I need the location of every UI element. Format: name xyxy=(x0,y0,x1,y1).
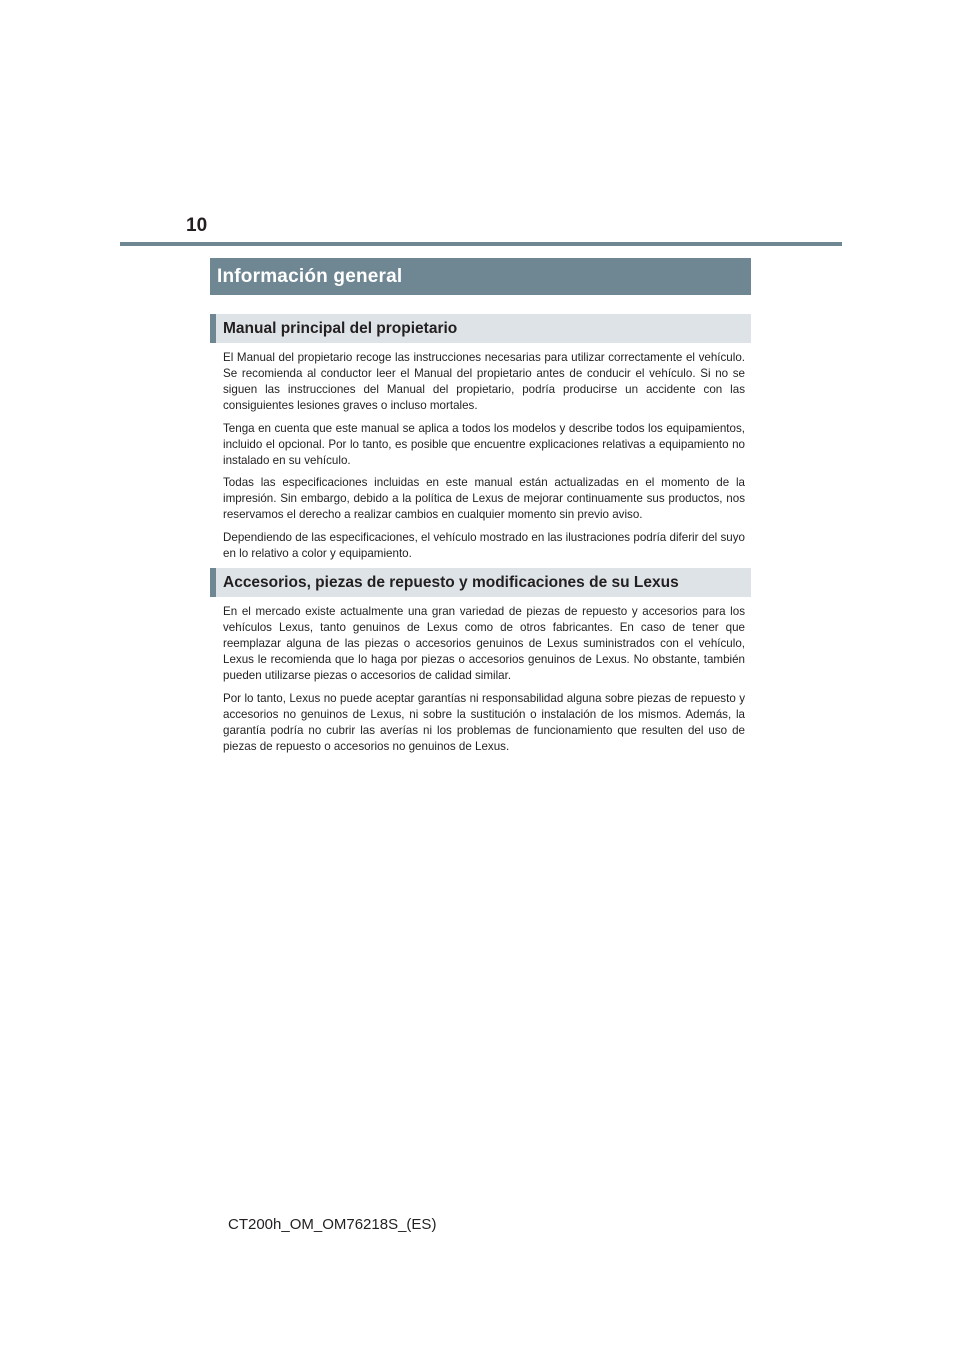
subsection-body-accessories xyxy=(223,604,745,761)
page-number: 10 xyxy=(186,215,208,236)
paragraph: Dependiendo de las especificaciones, el vehículo mostrado en las ilustraciones podría diferir del suyo en lo relativo a color y equipamiento. xyxy=(223,530,745,560)
paragraph: El Manual del propietario recoge las instrucciones necesarias para utilizar correctamente el vehículo. Se recomienda al conductor leer el Manual del propietario antes de conducir el vehículo. Si no se siguen las instrucciones del Manual del propietario, podría producirse un accidente con las consiguientes lesiones graves o incluso mortales. xyxy=(223,351,745,412)
section-banner xyxy=(210,258,751,295)
subsection-title: Manual principal del propietario xyxy=(223,319,458,337)
paragraph: Por lo tanto, Lexus no puede aceptar garantías ni responsabilidad alguna sobre piezas de repuesto y accesorios no genuinos de Lexus, ni sobre la sustitución o instalación de los mismos. Además, la garantía podría no cubrir las averías ni los problemas de funcionamiento que resulten del uso de piezas de repuesto o accesorios no genuinos de Lexus. xyxy=(223,691,745,753)
subsection-banner-accessories xyxy=(210,568,751,597)
section-title: Información general xyxy=(217,265,403,287)
paragraph: Todas las especificaciones incluidas en este manual están actualizadas en el momento de la impresión. Sin embargo, debido a la política de Lexus de mejorar continuamente sus productos, nos reservamos el derecho a realizar cambios en cualquier momento sin previo aviso. xyxy=(223,476,745,521)
subsection-title: Accesorios, piezas de repuesto y modificaciones de su Lexus xyxy=(223,573,679,591)
paragraph: Tenga en cuenta que este manual se aplica a todos los modelos y describe todos los equipamientos, incluido el opcional. Por lo tanto, es posible que encuentre explicaciones relativas a equipamiento no instalado en su vehículo. xyxy=(223,421,745,467)
subsection-banner-owners-manual xyxy=(210,314,751,343)
header-rule xyxy=(120,242,842,246)
document-code: CT200h_OM_OM76218S_(ES) xyxy=(228,1216,437,1233)
subsection-body-owners-manual xyxy=(223,350,745,568)
paragraph: En el mercado existe actualmente una gran variedad de piezas de repuesto y accesorios para los vehículos Lexus, tanto genuinos de Lexus como de otros fabricantes. En caso de tener que reemplazar alguna de las piezas o accesorios genuinos de Lexus suministrados con el vehículo, Lexus le recomienda que lo haga por piezas o accesorios genuinos de Lexus. No obstante, también pueden utilizarse piezas o accesorios de calidad similar. xyxy=(223,605,745,682)
